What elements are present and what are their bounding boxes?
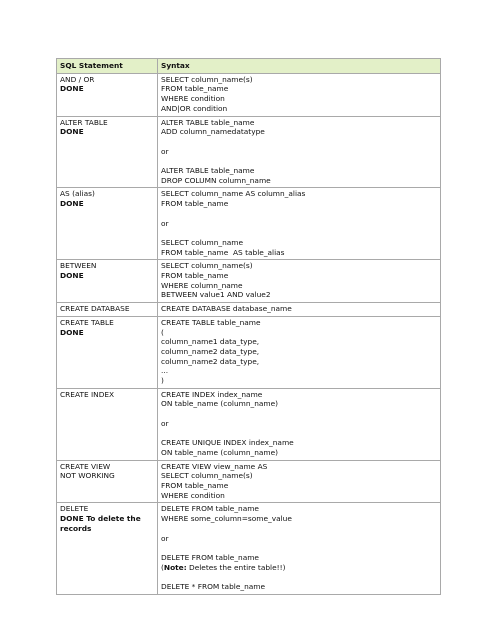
statement-cell — [57, 73, 158, 116]
blank-line — [161, 429, 436, 439]
syntax-cell — [158, 316, 441, 388]
syntax-line: SELECT column_name(s) — [161, 471, 253, 481]
statement-cell — [57, 116, 158, 188]
blank-line — [161, 137, 436, 147]
syntax-line: FROM table_name — [161, 481, 229, 491]
table-row — [57, 503, 441, 594]
syntax-line: SELECT column_name(s) — [161, 261, 253, 271]
table-row — [57, 188, 441, 260]
syntax-line: WHERE condition — [161, 490, 225, 500]
status-label: DONE — [60, 271, 84, 280]
syntax-line: DELETE * FROM table_name — [161, 582, 266, 592]
statement-name: AS (alias) — [60, 189, 95, 199]
table-row — [57, 73, 441, 116]
syntax-line: WHERE some_column=some_value — [161, 514, 292, 524]
syntax-line: SELECT column_name(s) — [161, 74, 253, 84]
table-header-row — [57, 59, 441, 74]
syntax-line: ... — [161, 366, 169, 376]
blank-line — [161, 228, 436, 238]
syntax-cell — [158, 460, 441, 503]
statement-name: BETWEEN — [60, 261, 97, 271]
syntax-line: ADD column_namedatatype — [161, 127, 265, 137]
statement-name: CREATE INDEX — [60, 389, 115, 399]
syntax-line: column_name2 data_type, — [161, 356, 260, 366]
sql-reference-sheet — [56, 58, 440, 595]
syntax-line: CREATE VIEW view_name AS — [161, 461, 268, 471]
syntax-line: ALTER TABLE table_name — [161, 166, 255, 175]
note-open-paren: ( — [161, 562, 164, 572]
syntax-line: DROP COLUMN column_name — [161, 175, 271, 185]
syntax-line: or — [161, 533, 169, 543]
header-sql-statement: SQL Statement — [57, 59, 158, 74]
table-row — [57, 316, 441, 388]
syntax-line: ON table_name (column_name) — [161, 447, 279, 457]
statement-name: CREATE TABLE — [60, 317, 114, 327]
blank-line — [161, 524, 436, 534]
syntax-line: AND|OR condition — [161, 103, 228, 113]
header-syntax: Syntax — [158, 59, 441, 74]
syntax-line: column_name1 data_type, — [161, 337, 260, 347]
syntax-line: ( — [161, 327, 164, 337]
syntax-line: column_name2 data_type, — [161, 346, 260, 356]
syntax-line: FROM table_name AS table_alias — [161, 247, 285, 257]
syntax-line: or — [161, 146, 169, 156]
statement-name: CREATE VIEW — [60, 461, 111, 471]
syntax-line: WHERE condition — [161, 94, 225, 104]
syntax-cell — [158, 73, 441, 116]
syntax-line: ALTER TABLE table_name — [161, 117, 255, 127]
table-row — [57, 260, 441, 303]
sql-syntax-table — [56, 58, 441, 595]
status-label: DONE To delete the records — [60, 514, 141, 533]
blank-line — [161, 572, 436, 582]
syntax-line: FROM table_name — [161, 271, 229, 280]
syntax-line: CREATE UNIQUE INDEX index_name — [161, 438, 294, 448]
syntax-line: CREATE DATABASE database_name — [161, 304, 292, 314]
syntax-line: SELECT column_name — [161, 237, 244, 247]
blank-line — [161, 156, 436, 166]
syntax-line: BETWEEN value1 AND value2 — [161, 290, 271, 300]
blank-line — [161, 543, 436, 553]
statement-cell — [57, 503, 158, 594]
statement-name: AND / OR — [60, 74, 95, 84]
syntax-line: DELETE FROM table_name — [161, 552, 259, 562]
status-label: DONE — [60, 327, 84, 337]
note-label: Note: — [163, 562, 187, 572]
syntax-line: or — [161, 418, 169, 428]
statement-cell — [57, 316, 158, 388]
statement-name: CREATE DATABASE — [60, 304, 130, 314]
statement-cell — [57, 460, 158, 503]
statement-name: ALTER TABLE — [60, 117, 108, 127]
syntax-line: FROM table_name — [161, 84, 229, 94]
blank-line — [161, 409, 436, 419]
statement-name: DELETE — [60, 504, 89, 514]
syntax-line: CREATE INDEX index_name — [161, 389, 263, 399]
syntax-line: ON table_name (column_name) — [161, 399, 279, 409]
table-body — [57, 73, 441, 594]
syntax-cell — [158, 303, 441, 317]
syntax-cell — [158, 188, 441, 260]
statement-cell — [57, 388, 158, 460]
syntax-line: CREATE TABLE table_name — [161, 317, 261, 327]
syntax-cell — [158, 503, 441, 594]
note-text: Deletes the entire table!!) — [186, 562, 286, 572]
syntax-line: FROM table_name — [161, 199, 229, 209]
syntax-cell — [158, 116, 441, 188]
syntax-line: SELECT column_name AS column_alias — [161, 189, 306, 199]
syntax-note — [161, 563, 436, 573]
statement-cell — [57, 188, 158, 260]
syntax-line: or — [161, 218, 169, 228]
syntax-line: WHERE column_name — [161, 280, 243, 290]
blank-line — [161, 209, 436, 219]
syntax-line: DELETE FROM table_name — [161, 504, 259, 514]
table-row — [57, 460, 441, 503]
syntax-cell — [158, 260, 441, 303]
table-row — [57, 116, 441, 188]
status-label: NOT WORKING — [60, 471, 115, 481]
status-label: DONE — [60, 127, 84, 137]
status-label: DONE — [60, 199, 84, 209]
syntax-cell — [158, 388, 441, 460]
status-label: DONE — [60, 84, 84, 94]
statement-cell — [57, 260, 158, 303]
statement-cell — [57, 303, 158, 317]
syntax-line: ) — [161, 376, 164, 386]
table-row — [57, 388, 441, 460]
table-row — [57, 303, 441, 317]
